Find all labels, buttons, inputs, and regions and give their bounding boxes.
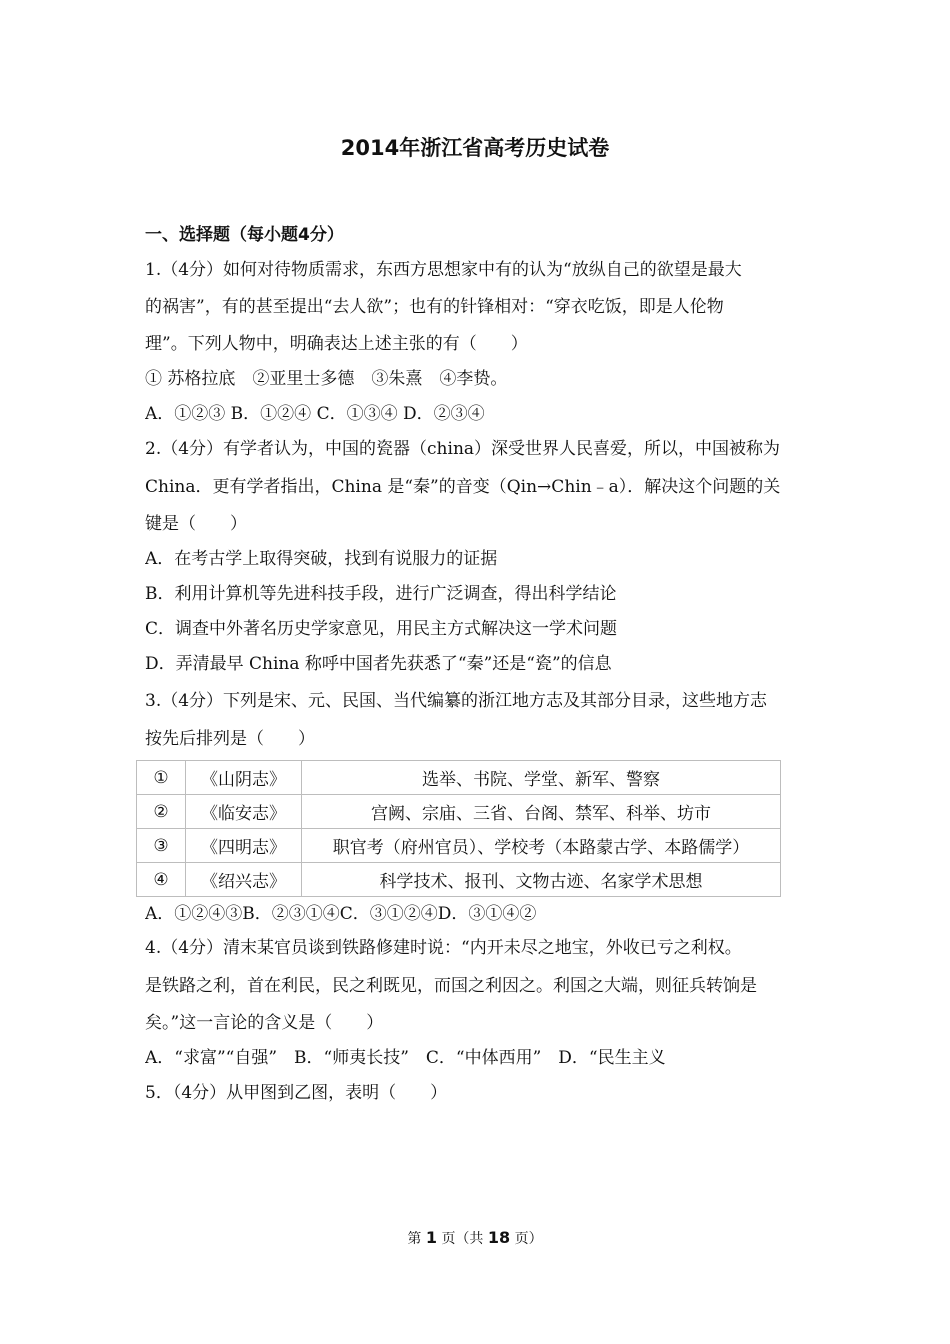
q1-line-2: 的祸害”，有的甚至提出“去人欲”；也有的针锋相对：“穿衣吃饭，即是人伦物 — [145, 297, 724, 317]
q3-line-2: 按先后排列是（ ） — [145, 729, 315, 749]
gazetteer-title: 《临安志》 — [186, 795, 302, 829]
gazetteer-contents: 选举、书院、学堂、新军、警察 — [302, 761, 781, 795]
q4-line-3: 矣。”这一言论的含义是（ ） — [145, 1013, 384, 1033]
footer-suffix: 页） — [514, 1231, 543, 1247]
q1-options: A．①②③ B．①②④ C．①③④ D．②③④ — [145, 404, 485, 424]
q1-line-1: 1.（4分）如何对待物质需求，东西方思想家中有的认为“放纵自己的欲望是最大 — [145, 260, 742, 280]
q1-line-4: ① 苏格拉底 ②亚里士多德 ③朱熹 ④李贽。 — [145, 369, 508, 389]
gazetteer-title: 《绍兴志》 — [186, 863, 302, 897]
q4-line-2: 是铁路之利，首在利民，民之利既见，而国之利因之。利国之大端，则征兵转饷是 — [145, 976, 757, 996]
footer-middle: 页（共 — [441, 1231, 484, 1247]
page-footer — [0, 1228, 950, 1248]
row-number: ③ — [137, 829, 186, 863]
table-row — [137, 863, 781, 897]
q4-options: A．“求富”“自强” B．“师夷长技” C．“中体西用” D．“民生主义 — [145, 1048, 666, 1068]
q2-line-3: 键是（ ） — [145, 514, 247, 534]
table-row — [137, 761, 781, 795]
gazetteer-contents: 职官考（府州官员）、学校考（本路蒙古学、本路儒学） — [302, 829, 781, 863]
gazetteer-title: 《四明志》 — [186, 829, 302, 863]
q2-line-1: 2.（4分）有学者认为，中国的瓷器（china）深受世界人民喜爱，所以，中国被称为 — [145, 439, 781, 459]
row-number: ① — [137, 761, 186, 795]
q4-line-1: 4.（4分）清末某官员谈到铁路修建时说：“内开未尽之地宝，外收已亏之利权。 — [145, 938, 742, 958]
table-row — [137, 829, 781, 863]
footer-prefix: 第 — [407, 1231, 422, 1247]
gazetteer-contents: 宫阙、宗庙、三省、台阁、禁军、科举、坊市 — [302, 795, 781, 829]
q1-line-3: 理”。下列人物中，明确表达上述主张的有（ ） — [145, 334, 528, 354]
gazetteer-contents: 科学技术、报刊、文物古迹、名家学术思想 — [302, 863, 781, 897]
page-title: 2014年浙江省高考历史试卷 — [340, 136, 610, 160]
page-total: 18 — [487, 1228, 511, 1247]
q3-options: A．①②④③B．②③①④C．③①②④D．③①④② — [145, 904, 537, 924]
table-row — [137, 795, 781, 829]
q2-option-a: A．在考古学上取得突破，找到有说服力的证据 — [145, 549, 498, 569]
q5-line-1: 5．（4分）从甲图到乙图，表明（ ） — [145, 1083, 448, 1103]
gazetteer-table — [136, 760, 781, 897]
q2-option-c: C．调查中外著名历史学家意见，用民主方式解决这一学术问题 — [145, 619, 618, 639]
q3-line-1: 3.（4分）下列是宋、元、民国、当代编纂的浙江地方志及其部分目录，这些地方志 — [145, 691, 768, 711]
gazetteer-title: 《山阴志》 — [186, 761, 302, 795]
q2-option-b: B．利用计算机等先进科技手段，进行广泛调查，得出科学结论 — [145, 584, 617, 604]
page-number: 1 — [425, 1228, 437, 1247]
row-number: ② — [137, 795, 186, 829]
row-number: ④ — [137, 863, 186, 897]
section-heading: 一、选择题（每小题4分） — [145, 225, 344, 245]
q2-option-d: D．弄清最早 China 称呼中国者先获悉了“秦”还是“瓷”的信息 — [145, 654, 612, 674]
q2-line-2: China．更有学者指出，China 是“秦”的音变（Qin→Chin﹣a）．解决这个问题的关 — [145, 477, 781, 497]
